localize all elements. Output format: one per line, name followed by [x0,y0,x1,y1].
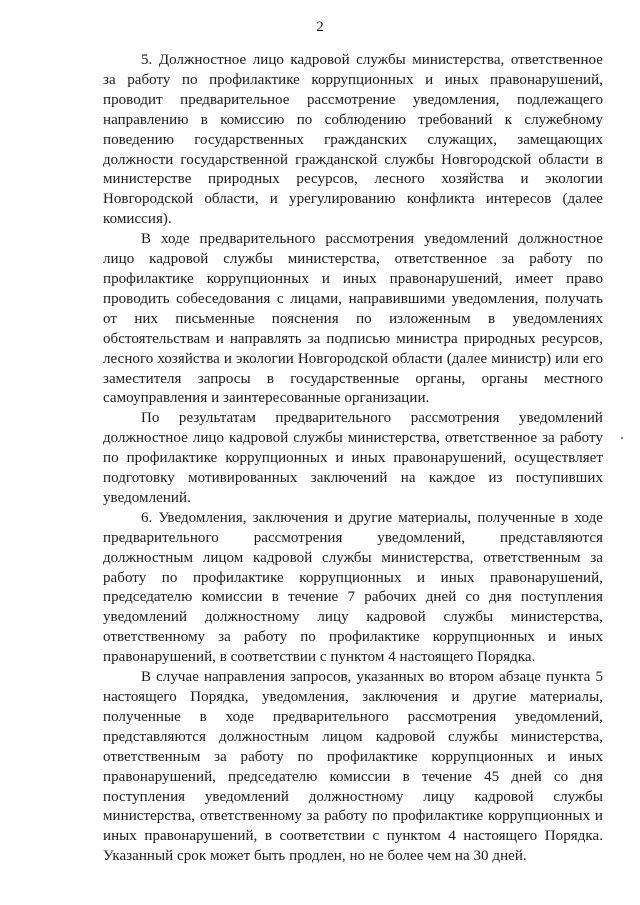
paragraph-review-results: По результатам предварительного рассмотрения уведомлений должностное лицо кадровой службы министерства, ответственное за работу по профилактике коррупционных и иных правонарушений, осуществляет подготовку мотивированных заключений на каждое из поступивших уведомлений. [103,410,603,506]
scan-artifact [621,437,623,439]
document-body [103,51,603,867]
page-number: 2 [316,19,324,35]
paragraph-item-5: 5. Должностное лицо кадровой службы министерства, ответственное за работу по профилактике коррупционных и иных правонарушений, проводит предварительное рассмотрение уведомления, подлежащего направлению в комиссию по соблюдению требований к служебному поведению государственных гражданских служащих, замещающих должности государственной гражданской службы Новгородской области в министерстве природных ресурсов, лесного хозяйства и экологии Новгородской области, и урегулированию конфликта интересов (далее комиссия). [103,52,603,228]
paragraph-preliminary-review: В ходе предварительного рассмотрения уведомлений должностное лицо кадровой службы министерства, ответственное за работу по профилактике коррупционных и иных правонарушений, имеет право проводить собеседования с лицами, направившими уведомления, получать от них письменные пояснения по изложенным в уведомлениях обстоятельствам и направлять за подписью министра природных ресурсов, лесного хозяйства и экологии Новгородской области (далее министр) или его заместителя запросы в государственные органы, органы местного самоуправления и заинтересованные организации. [103,231,603,407]
paragraph-item-6: 6. Уведомления, заключения и другие материалы, полученные в ходе предварительного рассмотрения уведомлений, представляются должностным лицом кадровой службы министерства, ответственным за работу по профилактике коррупционных и иных правонарушений, председателю комиссии в течение 7 рабочих дней со дня поступления уведомлений должностному лицу кадровой службы министерства, ответственному за работу по профилактике коррупционных и иных правонарушений, в соответствии с пунктом 4 настоящего Порядка. [103,509,603,666]
paragraph-requests-deadline: В случае направления запросов, указанных во втором абзаце пункта 5 настоящего Порядка, уведомления, заключения и другие материалы, полученные в ходе предварительного рассмотрения уведомлений, представляются должностным лицом кадровой службы министерства, ответственным за работу по профилактике коррупционных и иных правонарушений, председателю комиссии в течение 45 дней со дня поступления уведомлений должностному лицу кадровой службы министерства, ответственному за работу по профилактике коррупционных и иных правонарушений, в соответствии с пунктом 4 настоящего Порядка. Указанный срок может быть продлен, но не более чем на 30 дней. [103,669,603,865]
